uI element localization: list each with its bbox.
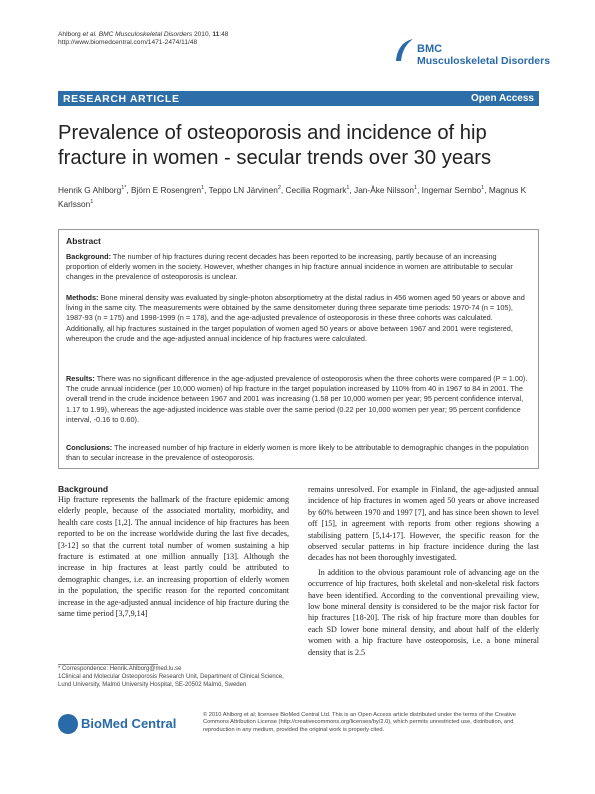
article-type-band bbox=[58, 91, 539, 106]
abstract-box bbox=[58, 229, 539, 469]
correspondence-note: * Correspondence: Henrik.Ahlborg@med.lu.se bbox=[58, 666, 182, 672]
footnote bbox=[58, 666, 298, 689]
footnote-rule bbox=[58, 664, 158, 665]
journal-logo-name: Musculoskeletal Disorders bbox=[417, 55, 551, 67]
abstract-results: Results: There was no significant difference in the age-adjusted prevalence of osteoporosis when the three cohorts were compared (P = 1.00). The crude annual incidence (per 10,000 women) of hip fracture in the target population increased by 110% from 40 in 1967 to 84 in 2001. The overall trend in the crude incidence between 1967 and 2001 was increasing (1.58 per 10,000 women per year; 95 percent confidence interval, 1.17 to 1.99), whereas the age-adjusted incidence was stable over the same period (0.22 per 10,000 women per year; 95 percent confidence interval, -0.16 to 0.60). bbox=[66, 374, 528, 424]
body-paragraph: Hip fracture represents the hallmark of the fracture epidemic among elderly people, because of the associated mortality, morbidity, and health care costs [1,2]. The annual incidence of hip fractures has been reported to be on the increase worldwide during the last five decades, [3-12] so that the current total number of women sustaining a hip fracture is estimated at one million annually [13]. Although the increase in hip fractures at least partly could be attributed to demographic changes, i.e. an increasing proportion of elderly women in the population, the specific reason for the reported concomitant increase in the age-adjusted annual incidence of hip fracture during the same time period [3,7,9,14] bbox=[58, 495, 289, 619]
author-list: Henrik G Ahlborg$^{1*}$, Björn E Rosengren$^1$, Teppo LN Järvinen$^2$, Cecilia Rogmark$^1$, Jan-Åke Nilsson$^1$, Ingemar Sernbo$^1$, Magnus K Karlsson$^1$ bbox=[58, 184, 527, 210]
biomed-central-icon bbox=[58, 714, 78, 734]
journal-logo bbox=[393, 35, 551, 69]
body-paragraph: remains unresolved. For example in Finland, the age-adjusted annual incidence of hip fractures in women aged 50 years or above increased by 60% between 1970 and 1997 [7], and has since been shown to level off [15], in agreement with reports from other regions showing a stabilising pattern [5,14-17]. However, the specific reason for the observed secular patterns in hip fracture incidence during the last decades has not been thoroughly investigated. bbox=[308, 485, 539, 563]
publisher-name: BioMed Central bbox=[81, 716, 177, 731]
running-header bbox=[58, 31, 228, 48]
publisher-logo bbox=[58, 712, 188, 736]
open-access-label: Open Access bbox=[471, 93, 534, 104]
article-url[interactable]: http://www.biomedcentral.com/1471-2474/11/48 bbox=[58, 39, 198, 47]
left-column bbox=[58, 484, 289, 619]
bmc-swoosh-icon bbox=[393, 37, 415, 63]
article-type: RESEARCH ARTICLE bbox=[63, 93, 180, 105]
abstract-methods: Methods: Bone mineral density was evaluated by single-photon absorptiometry at the distal radius in 456 women aged 50 years or above and living in the same city. The measurements were obtained by the same densitometer during three separate time periods: 1970-74 (n = 105), 1987-93 (n = 175) and 1998-1999 (n = 178), and the age-adjusted prevalence of osteoporosis in these three cohorts was calculated. Additionally, all hip fractures sustained in the target population of women aged 50 years or above between 1967 and 2001 were registered, whereupon the crude and the age-adjusted annual incidence of hip fractures were calculated. bbox=[66, 293, 525, 343]
right-column bbox=[308, 484, 539, 658]
section-heading-background: Background bbox=[58, 484, 109, 494]
license-text: © 2010 Ahlborg et al; licensee BioMed Central Ltd. This is an Open Access article distributed under the terms of the Creative Commons Attribution License (http://creativecommons.org/licenses/by/2.0), which permits unrestricted use, distribution, and reproduction in any medium, provided the original work is properly cited. bbox=[203, 712, 516, 733]
abstract-heading: Abstract bbox=[66, 236, 101, 246]
article-title: Prevalence of osteoporosis and incidence of hip fracture in women - secular trends over 30 years bbox=[58, 122, 492, 169]
abstract-background: Background: The number of hip fractures during recent decades has been reported to be increasing, partly because of an increasing proportion of elderly women in the society. However, whether changes in hip fracture annual incidence in women are attributable to secular changes in the prevalence of osteoporosis is unclear. bbox=[66, 252, 513, 282]
body-paragraph: In addition to the obvious paramount role of advancing age on the occurrence of hip fractures, both skeletal and non-skeletal risk factors have been identified. According to the conventional prevailing view, low bone mineral density is considered to be the major risk factor for hip fractures [18-20]. The risk of hip fracture more than doubles for each SD lower bone mineral density, and about half of the elderly women with a hip fracture have osteoporosis, i.e. a bone mineral density that is 2.5 bbox=[308, 567, 539, 657]
affiliation-note: 1Clinical and Molecular Osteoporosis Research Unit, Department of Clinical Science, Lund University, Malmö University Hospital, SE-20502 Malmö, Sweden bbox=[58, 673, 284, 688]
abstract-conclusions: Conclusions: The increased number of hip fracture in elderly women is more likely to be attributable to demographic changes in the population than to secular increase in the prevalence of osteoporosis. bbox=[66, 443, 529, 463]
journal-logo-bmc: BMC bbox=[417, 43, 443, 55]
citation-line: Ahlborg et al. BMC Musculoskeletal Disorders 2010, 11:48 bbox=[58, 31, 229, 38]
